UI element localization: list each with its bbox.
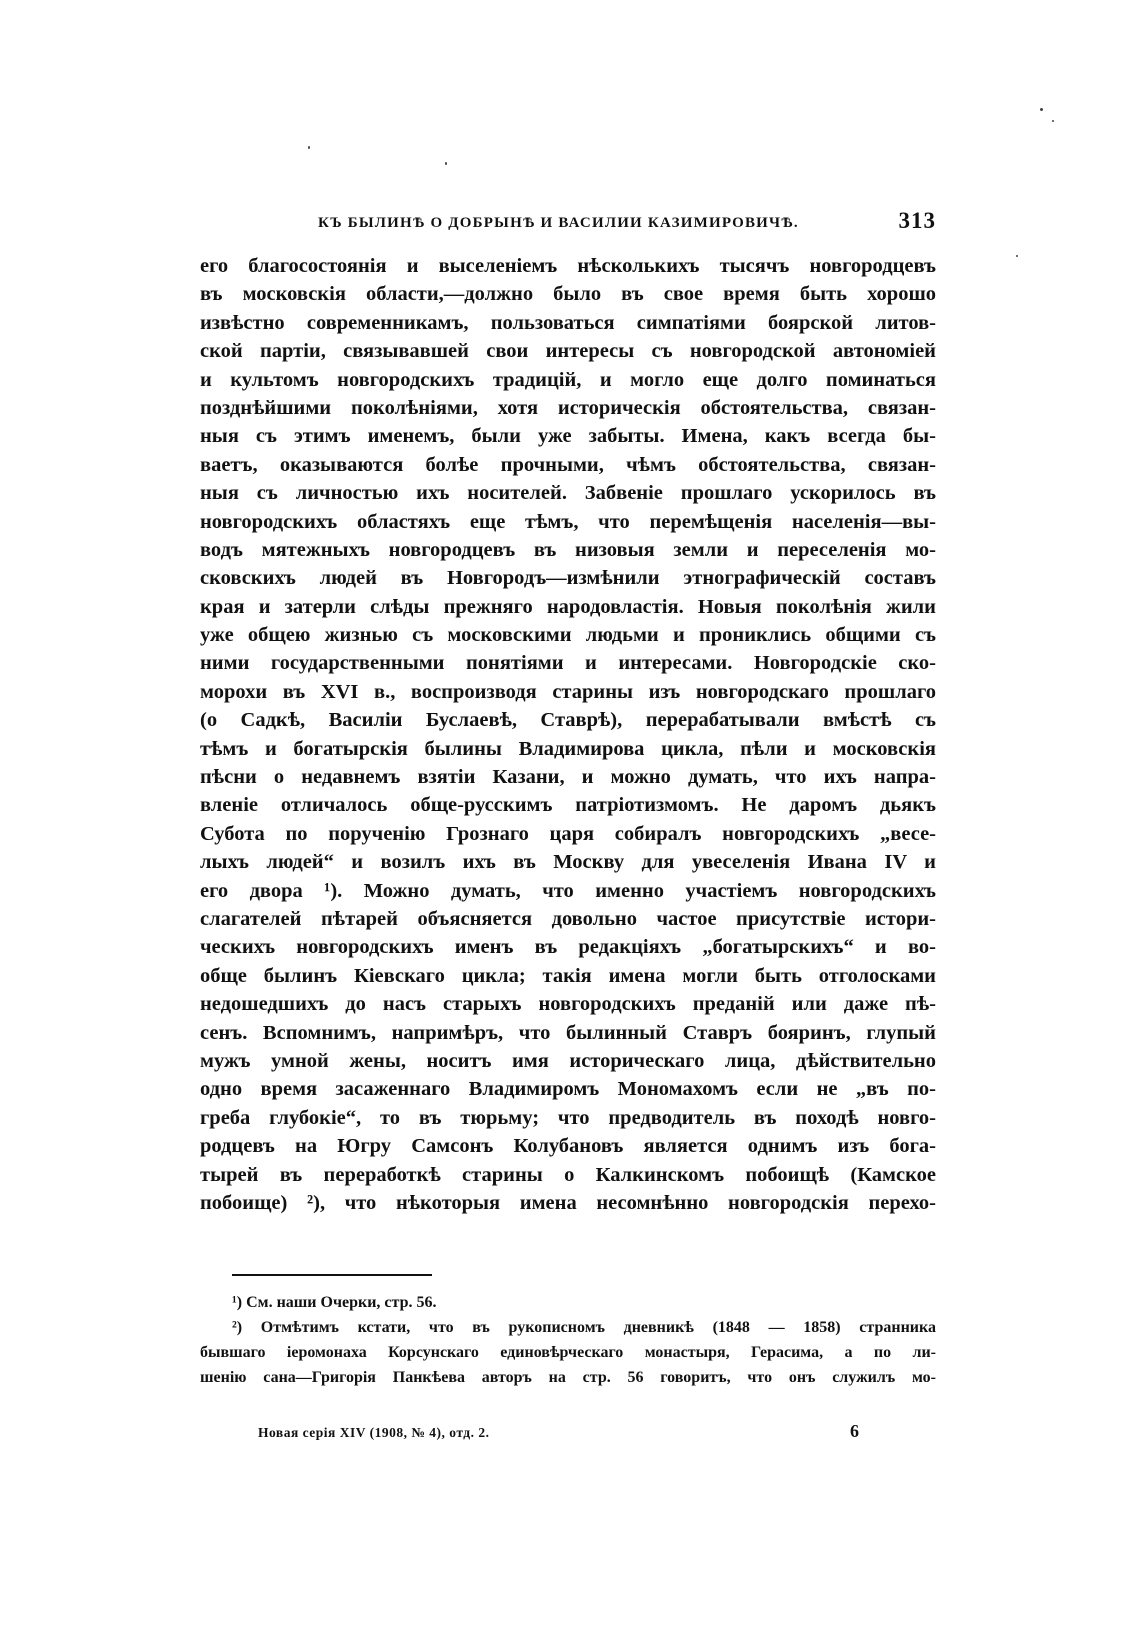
sheet-number: 6 bbox=[850, 1421, 859, 1441]
text-line: ческихъ новгородскихъ именъ въ редакціяхъ „богатырскихъ“ и во- bbox=[200, 936, 936, 959]
scan-speck bbox=[1016, 255, 1018, 257]
text-line: вленіе отличалось обще-русскимъ патріотизмомъ. Не даромъ дьякъ bbox=[200, 794, 936, 817]
text-line: извѣстно современникамъ, пользоваться симпатіями боярской литов- bbox=[200, 311, 936, 334]
signature-line: Новая серія XIV (1908, № 4), отд. 2. bbox=[258, 1425, 490, 1440]
text-line: и культомъ новгородскихъ традицій, и могло еще долго поминаться bbox=[200, 368, 936, 391]
text-line: позднѣйшими поколѣніями, хотя историческія обстоятельства, связан- bbox=[200, 396, 936, 419]
page-header bbox=[200, 200, 936, 236]
text-line: въ московскія области,—должно было въ свое время быть хорошо bbox=[200, 283, 936, 306]
scan-speck bbox=[1052, 120, 1054, 122]
text-line: мужъ умной жены, носитъ имя историческаго лица, дѣйствительно bbox=[200, 1049, 936, 1072]
footnote-2-line: ²) Отмѣтимъ кстати, что въ рукописномъ дневникѣ (1848 — 1858) странника bbox=[232, 1319, 936, 1336]
text-line: греба глубокіе“, то въ тюрьму; что предводитель въ походѣ новго- bbox=[200, 1106, 936, 1129]
text-line: уже общею жизнью съ московскими людьми и прониклись общими съ bbox=[200, 624, 936, 647]
scan-speck bbox=[1040, 108, 1043, 111]
text-line: лыхъ людей“ и возилъ ихъ въ Москву для увеселенія Ивана IV и bbox=[200, 851, 936, 874]
footnotes bbox=[200, 1290, 936, 1390]
body-text bbox=[200, 252, 936, 1217]
text-line: морохи въ XVI в., воспроизводя старины изъ новгородскаго прошлаго bbox=[200, 680, 936, 703]
text-line: ской партіи, связывавшей свои интересы съ новгородской автономіей bbox=[200, 340, 936, 363]
footnote-1: ¹) См. наши Очерки, стр. 56. bbox=[232, 1294, 437, 1311]
text-line: края и затерли слѣды прежняго народовластія. Новыя поколѣнія жили bbox=[200, 595, 936, 618]
text-line: его двора ¹). Можно думать, что именно участіемъ новгородскихъ bbox=[200, 879, 936, 902]
footnote-2-line: шенію сана—Григорія Панкѣева авторъ на стр. 56 говоритъ, что онъ служилъ мо- bbox=[200, 1369, 936, 1386]
running-head: КЪ БЫЛИНѢ О ДОБРЫНѢ И ВАСИЛИИ КАЗИМИРОВИЧѢ. bbox=[318, 215, 799, 231]
text-line: сковскихъ людей въ Новгородъ—измѣнили этнографическій составъ bbox=[200, 567, 936, 590]
text-line: его благосостоянія и выселеніемъ нѣсколькихъ тысячъ новгородцевъ bbox=[200, 255, 936, 277]
scan-speck bbox=[445, 162, 447, 165]
text-line: обще былинъ Кіевскаго цикла; такія имена могли быть отголосками bbox=[200, 964, 936, 987]
text-line: одно время засаженнаго Владимиромъ Мономахомъ если не „въ по- bbox=[200, 1078, 936, 1101]
text-line: пѣсни о недавнемъ взятіи Казани, и можно думать, что ихъ напра- bbox=[200, 766, 936, 789]
text-line: тырей въ переработкѣ старины о Калкинскомъ побоищѣ (Камское bbox=[200, 1163, 936, 1186]
text-line: сенъ. Вспомнимъ, напримѣръ, что былинный Ставръ бояринъ, глупый bbox=[200, 1021, 936, 1044]
page-number: 313 bbox=[898, 208, 936, 233]
text-line: ныя съ этимъ именемъ, были уже забыты. Имена, какъ всегда бы- bbox=[200, 425, 936, 448]
text-line: недошедшихъ до насъ старыхъ новгородскихъ преданій или даже пѣ- bbox=[200, 993, 936, 1016]
footnote-2-line: бывшаго іеромонаха Корсунскаго единовѣрческаго монастыря, Герасима, а по ли- bbox=[200, 1344, 936, 1361]
text-line: ними государственными понятіями и интересами. Новгородскіе ско- bbox=[200, 652, 936, 675]
scan-speck bbox=[308, 146, 310, 149]
footnote-divider bbox=[232, 1274, 432, 1276]
text-line: ныя съ личностью ихъ носителей. Забвеніе прошлаго ускорилось въ bbox=[200, 482, 936, 505]
text-line: водъ мятежныхъ новгородцевъ въ низовыя земли и переселенія мо- bbox=[200, 538, 936, 561]
text-line: родцевъ на Югру Самсонъ Колубановъ является однимъ изъ бога- bbox=[200, 1135, 936, 1158]
text-line: побоище) ²), что нѣкоторыя имена несомнѣнно новгородскія перехо- bbox=[200, 1191, 936, 1214]
text-line: ваетъ, оказываются болѣе прочными, чѣмъ обстоятельства, связан- bbox=[200, 453, 936, 476]
text-line: слагателей пѣтарей объясняется довольно частое присутствіе истори- bbox=[200, 907, 936, 930]
text-line: новгородскихъ областяхъ еще тѣмъ, что перемѣщенія населенія—вы- bbox=[200, 510, 936, 533]
text-line: Субота по порученію Грознаго царя собиралъ новгородскихъ „весе- bbox=[200, 822, 936, 845]
text-line: тѣмъ и богатырскія былины Владимирова цикла, пѣли и московскія bbox=[200, 737, 936, 760]
text-line: (о Садкѣ, Василіи Буслаевѣ, Ставрѣ), перерабатывали вмѣстѣ съ bbox=[200, 709, 936, 732]
